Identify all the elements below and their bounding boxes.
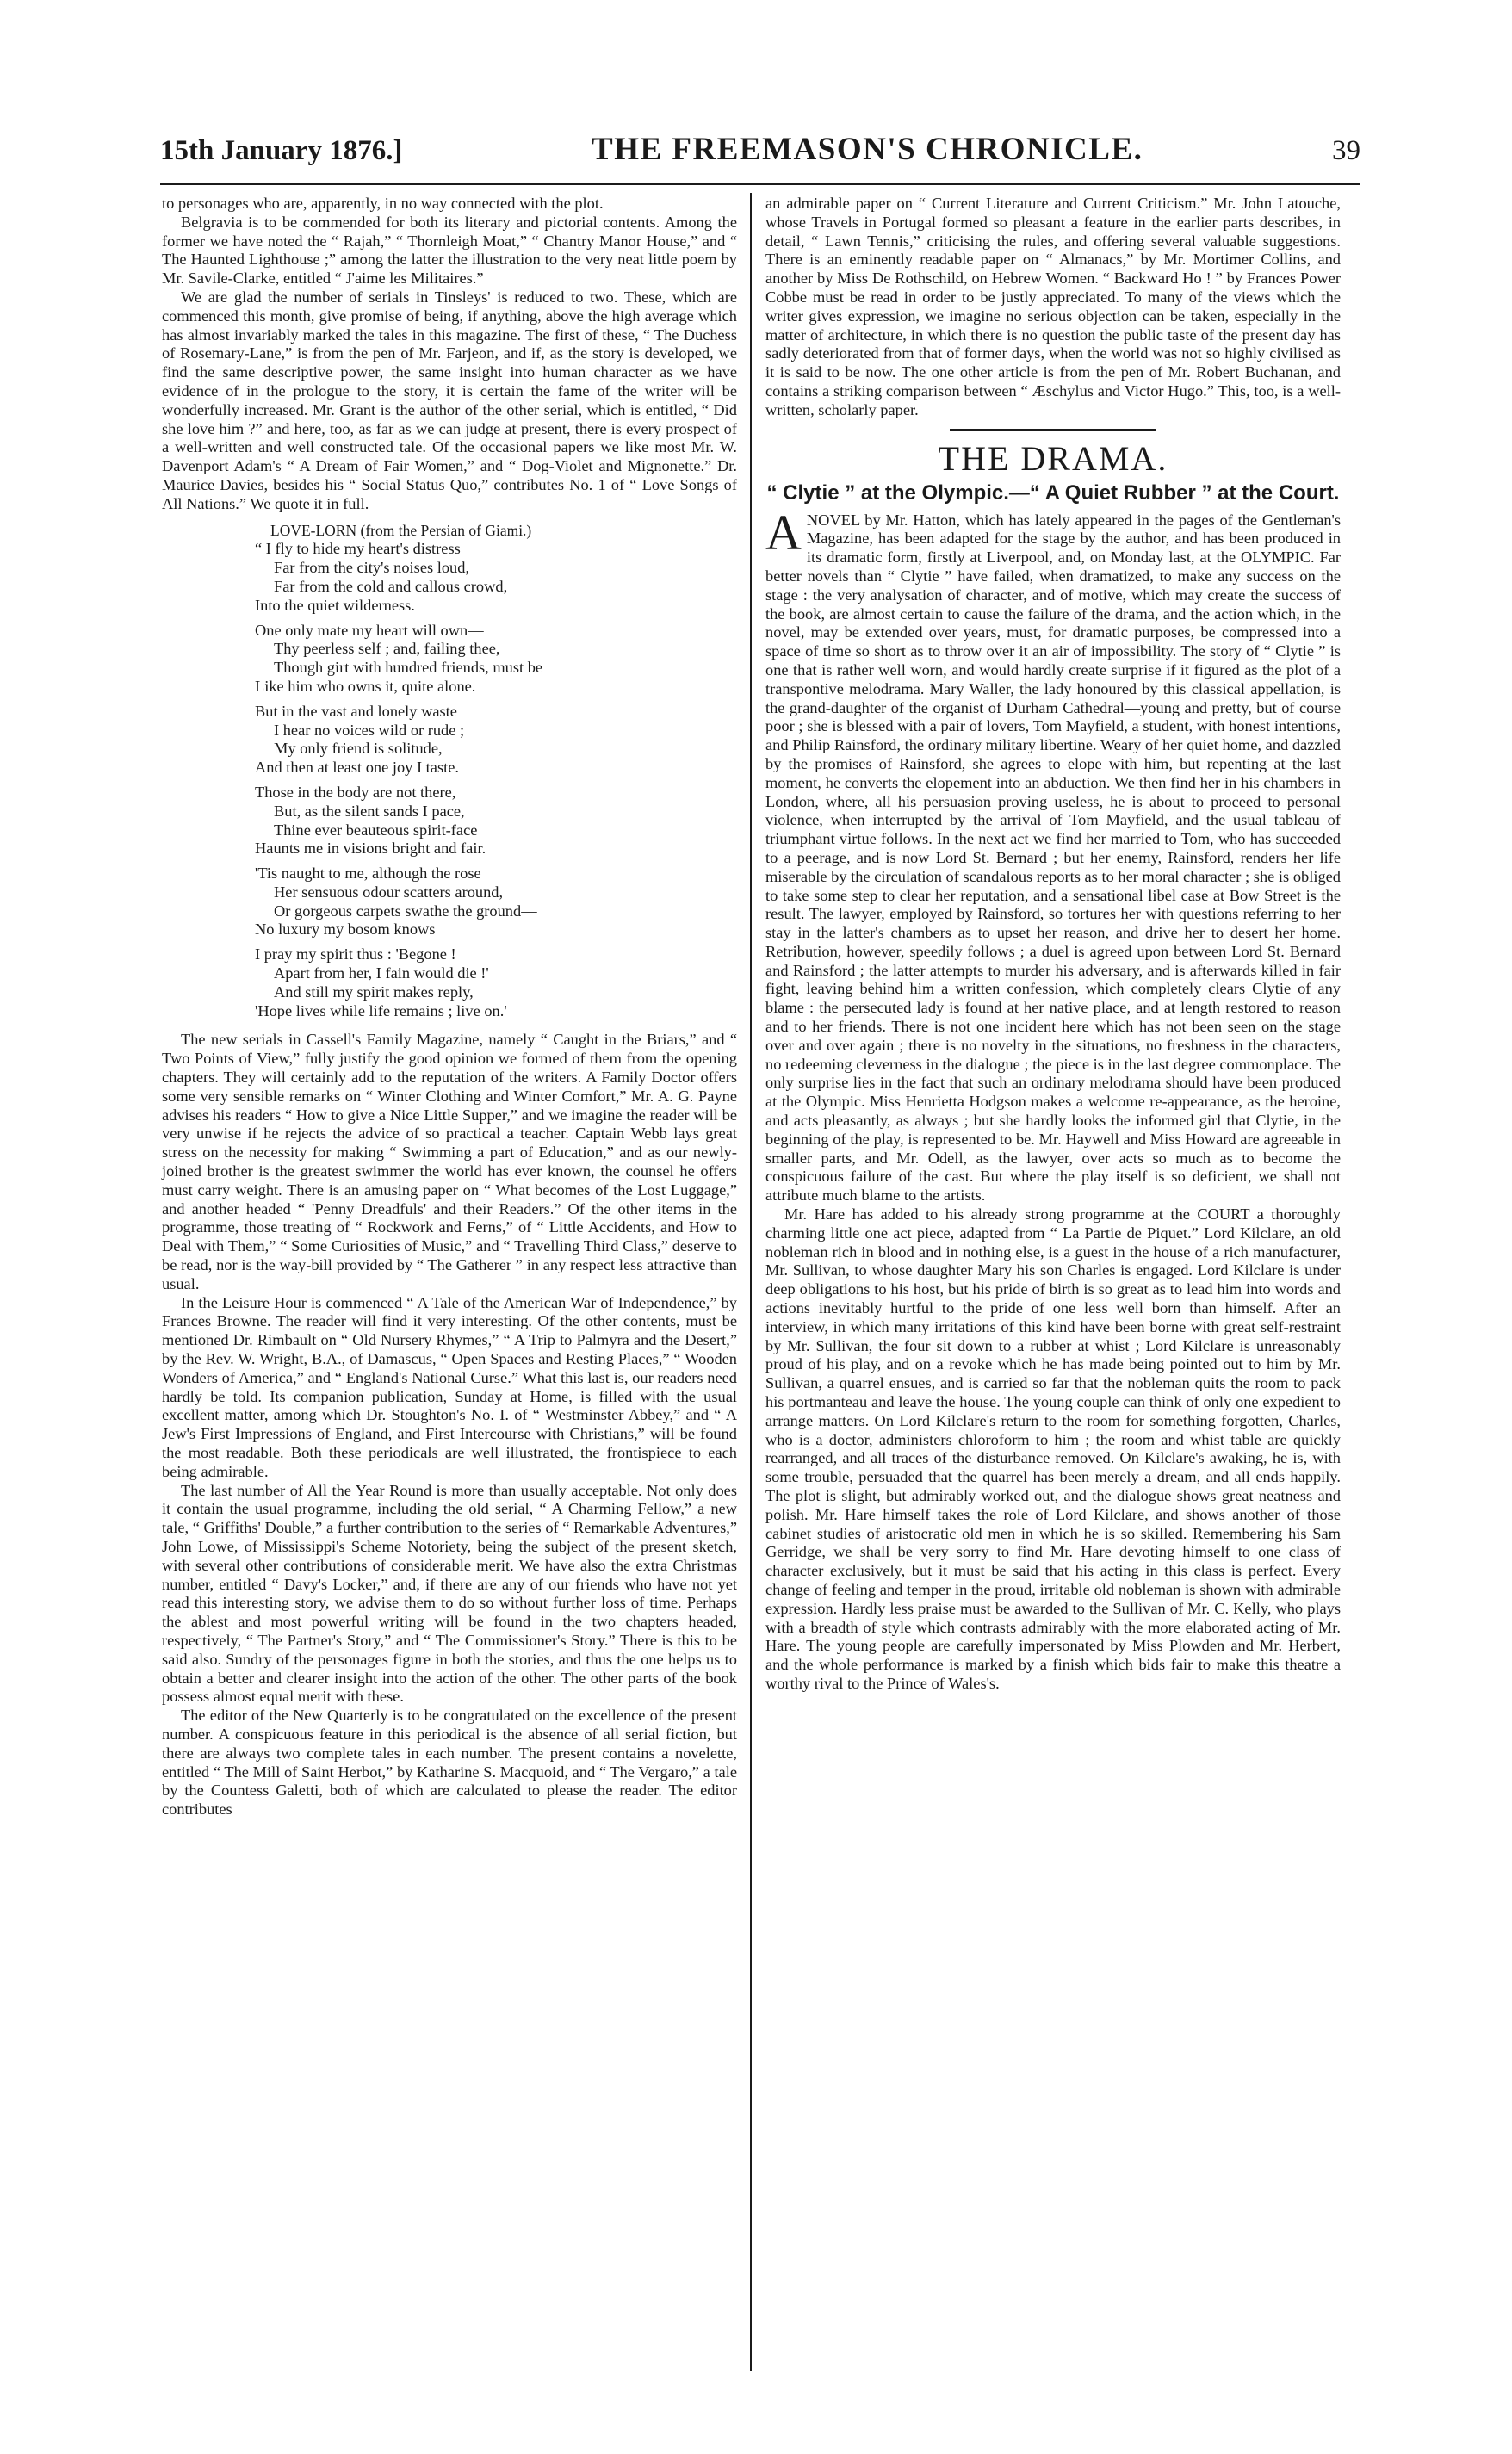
paragraph-cassells: The new serials in Cassell's Family Magazine, namely “ Caught in the Briars,” and “ Two Points of View,” fully justify the good opinion we formed of them from the opening chapters. They will certainly add to the reputation of the writers. A Family Doctor offers some very sensible remarks on “ Winter Clothing and Winter Comfort,” Mr. A. G. Payne advises his readers “ How to give a Nice Little Supper,” and we imagine the reader will be very unwise if he rejects the advice of so practical a teacher. Captain Webb lays great stress on the necessity for making “ Swimming a part of Education,” and as our newly-joined brother is the greatest swimmer the world has ever known, the counsel he offers must carry weight. There is an amusing paper on “ What becomes of the Lost Luggage,” and another headed “ 'Penny Dreadfuls' and their Readers.” Of the other items in the programme, those treating of “ Rockwork and Ferns,” of “ Little Accidents, and How to Deal with Them,” “ Some Curiosities of Music,” and “ Travelling Third Class,” deserve to be read, nor is the way-bill provided by “ The Gatherer ” in any respect less attractive than usual. (162, 1031, 737, 1292)
paragraph-clytie-text: NOVEL by Mr. Hatton, which has lately appeared in the pages of the Gentleman's Magazine, has been adapted for the stage by the author, and has been produced in its dramatic form, firstly at Liverpool, and, on Monday last, at the OLYMPIC. Far better novels than “ Clytie ” have failed, when dramatized, to make any success on the stage : the very analysation of character, and of motive, which may create the success of the book, are almost certain to cause the failure of the drama, and the action which, in the novel, may be extended over years, must, for dramatic purposes, be compressed into a space of time so short as to throw over it an air of impossibility. The story of “ Clytie ” is one that is rather well worn, and would hardly create surprise if it figured as the plot of a transpontive melodrama. Mary Waller, the lady honoured by this classical appellation, is the grand-daughter of the organist of Durham Cathedral—young and pretty, but of course poor ; she is blessed with a pair of lovers, Tom Mayfield, a student, with honest intentions, and Philip Rainsford, the ordinary military libertine. Weary of her quiet home, and dazzled by the promises of Rainsford, she agrees to elope with him, but repenting at the last moment, he converts the elopement into an abduction. We then find her in his chambers in London, where, all his persuasion proving useless, he is about to proceed to personal violence, when interrupted by the arrival of Tom Mayfield, and the usual tableau of triumphant virtue follows. In the next act we find her married to Tom, who has succeeded to a peerage, and is now Lord St. Bernard ; but her enemy, Rainsford, renders her life miserable by the circulation of scandalous reports as to her moral character ; she is obliged to take some step to clear her reputation, and a sensational libel case at Bow Street is the result. The lawyer, employed by Rainsford, so tortures her with questions referring to her stay in the latter's chambers as to upset her reason, and drive her to desert her home. Retribution, however, speedily follows ; a duel is agreed upon between Lord St. Bernard and Rainsford ; the latter attempts to murder his adversary, and is afterwards killed in fair fight, leaving behind him a written confession, which completely clears Clytie of any blame : the persecuted lady is found at her native place, and at length restored to reason and to her friends. There is not one incident here which has not been seen on the stage over and over again ; there is no novelty in the situations, no freshness in the characters, no redeeming cleverness in the dialogue ; the piece is in the last degree commonplace. The only surprise lies in the fact that such an ordinary melodrama should have been produced at the Olympic. Miss Henrietta Hodgson makes a welcome re-appearance, as the heroine, and acts pleasantly, as always ; but she hardly looks the informed girl that Clytie, in the beginning of the play, is represented to be. Mr. Haywell and Miss Howard are agreeable in smaller parts, and Mr. Odell, as the lawyer, over acts so much as to become the conspicuous failure of the cast. But where the play itself is so deficient, we shall not attribute much blame to the artists. (765, 511, 1341, 1205)
poem-line: Thy peerless self ; and, failing thee, (274, 640, 500, 658)
poem-line: Far from the city's noises loud, (274, 559, 470, 577)
poem-line: Her sensuous odour scatters around, (274, 883, 504, 901)
poem-line: Those in the body are not there, (255, 783, 456, 801)
paragraph-clytie (765, 504, 1341, 1205)
page-header (160, 131, 1360, 179)
poem-line: And then at least one joy I taste. (255, 759, 459, 777)
poem-line: But in the vast and lonely waste (255, 702, 457, 720)
poem-line: I hear no voices wild or rude ; (274, 721, 465, 739)
poem-line: Though girt with hundred friends, must be (274, 659, 543, 677)
left-column (162, 195, 737, 1819)
poem-line: 'Tis naught to me, although the rose (255, 864, 481, 883)
poem-line: But, as the silent sands I pace, (274, 802, 465, 820)
drop-cap: A (765, 504, 802, 561)
paragraph-leisure-hour: In the Leisure Hour is commenced “ A Tale of the American War of Independence,” by Frances Browne. The reader will find it very interesting. Of the other contents, must be mentioned Dr. Rimbault on “ Old Nursery Rhymes,” “ A Trip to Palmyra and the Desert,” by the Rev. W. Wright, B.A., of Damascus, “ Open Spaces and Resting Places,” “ Wooden Wonders of America,” and “ England's National Curse.” What this last is, our readers need hardly be told. Its companion publication, Sunday at Home, is filled with the usual excellent matter, among which Dr. Stoughton's No. I. of “ Westminster Abbey,” and “ A Jew's First Impressions of England, and First Intercourse with Christians,” will be found the most readable. Both these periodicals are well illustrated, the frontispiece to each being admirable. (162, 1293, 737, 1480)
poem-line: One only mate my heart will own— (255, 621, 484, 639)
poem-line: Haunts me in visions bright and fair. (255, 840, 486, 858)
poem-title: LOVE-LORN (from the Persian of Giami.) (270, 521, 532, 539)
paragraph-plot: to personages who are, apparently, in no way connected with the plot. (162, 195, 604, 212)
poem-line: 'Hope lives while life remains ; live on.' (255, 1001, 507, 1019)
right-column (765, 195, 1341, 1694)
header-rule (160, 183, 1360, 185)
poem-line: Far from the cold and callous crowd, (274, 577, 508, 595)
section-subheading: “ Clytie ” at the Olympic.—“ A Quiet Rubber ” at the Court. (766, 480, 1340, 505)
poem-line: Apart from her, I fain would die !' (274, 964, 489, 982)
paragraph-current-literature: an admirable paper on “ Current Literature and Current Criticism.” Mr. John Latouche, whose Travels in Portugal formed so pleasant a feature in the earlier parts describes, in detail, “ Lawn Tennis,” criticising the rules, and offering several valuable suggestions. There is an eminently readable paper on “ Almanacs,” by Mr. Mortimer Collins, and another by Miss De Rothschild, on Hebrew Women. “ Backward Ho ! ” by Frances Power Cobbe must be read in order to be justly appreciated. To many of the views which the writer gives expression, we imagine no serious objection can be taken, especially in the matter of architecture, in which there is no question the public taste of the present day has sadly deteriorated from that of former days, when the world was not so highly civilised as it is said to be now. The one other article is from the pen of Mr. Robert Buchanan, and contains a striking comparison between “ Æschylus and Victor Hugo.” This, too, is a well-written, scholarly paper. (765, 195, 1341, 418)
poem-line: “ I fly to hide my heart's distress (255, 540, 461, 558)
poem-line: Like him who owns it, quite alone. (255, 677, 476, 695)
poem-line: No luxury my bosom knows (255, 920, 436, 939)
column-divider (750, 193, 752, 2371)
poem-line: And still my spirit makes reply, (274, 982, 474, 1001)
section-rule (950, 429, 1156, 431)
paragraph-new-quarterly: The editor of the New Quarterly is to be congratulated on the excellence of the present number. A conspicuous feature in this periodical is the absence of all serial fiction, but there are always two complete tales in each number. The present contains a novelette, entitled “ The Mill of Saint Herbot,” by Katharine S. Macquoid, and “ The Vergaro,” a tale by the Countess Galetti, both of which are calculated to please the reader. The editor contributes (162, 1707, 737, 1819)
section-heading-drama: THE DRAMA. (938, 438, 1168, 478)
poem-line: Or gorgeous carpets swathe the ground— (274, 902, 537, 920)
poem-line: I pray my spirit thus : 'Begone ! (255, 945, 456, 964)
poem-line: Into the quiet wilderness. (255, 596, 415, 614)
paragraph-belgravia: Belgravia is to be commended for both its literary and pictorial contents. Among the former we have noted the “ Rajah,” “ Thornleigh Moat,” “ Chantry Manor House,” and “ The Haunted Lighthouse ;” among the latter the illustration to the very neat little poem by Mr. Savile-Clarke, entitled “ J'aime les Militaires.” (162, 213, 737, 288)
poem-line: My only friend is solitude, (274, 740, 443, 758)
issue-date: 15th January 1876.] (160, 135, 403, 166)
page-number: 39 (1332, 135, 1360, 166)
poem-love-lorn (162, 522, 737, 1021)
poem-line: Thine ever beauteous spirit-face (274, 821, 478, 839)
paragraph-quiet-rubber: Mr. Hare has added to his already strong programme at the COURT a thoroughly charming little one act piece, adapted from “ La Partie de Piquet.” Lord Kilclare, an old nobleman rich in blood and in nothing else, is a guest in the house of a rich manufacturer, Mr. Sullivan, to whose daughter Mary his son Charles is engaged. Lord Kilclare is under deep obligations to his host, but his pride of birth is so great as to lead him into words and actions inevitably hurtful to the pride of one less well born than himself. After an interview, in which many irritations of this kind have been borne with great self-restraint by Mr. Sullivan, the four sit down to a rubber at whist ; Lord Kilclare is unreasonably proud of his play, and on a revoke which he has made being pointed out to him by Mr. Sullivan, a quarrel ensues, and is carried so far that the nobleman quits the room to pack his portmanteau and leave the house. The young couple can think of only one expedient to arrange matters. On Lord Kilclare's return to the room for something forgotten, Charles, who is a doctor, administers chloroform to him ; the room and whist table are quickly rearranged, and all traces of the disturbance removed. On Kilclare's awaking, he is, with some trouble, persuaded that the quarrel has been merely a dream, and all ends happily. The plot is slight, but admirably worked out, and the dialogue shows great neatness and polish. Mr. Hare himself takes the role of Lord Kilclare, and shows another of those cabinet studies of aristocratic old men in which he is so skilled. Remembering his Sam Gerridge, we shall be very sorry to find Mr. Hare devoting himself to one class of character exclusively, but it must be said that his acting in this class is perfect. Every change of feeling and temper in the proud, irritable old nobleman is shown with admirable expression. Hardly less praise must be awarded to the Sullivan of Mr. C. Kelly, who plays with a breadth of style which contrasts admirably with the more elaborated acting of Mr. Hare. The young people are carefully impersonated by Miss Plowden and Mr. Herbert, and the whole performance is marked by a finish which bids fair to make this theatre a worthy rival to the Prince of Wales's. (765, 1205, 1341, 1692)
paragraph-all-the-year-round: The last number of All the Year Round is more than usually acceptable. Not only does it contain the usual programme, including the old serial, “ A Charming Fellow,” a new tale, “ Griffiths' Double,” a further contribution to the series of “ Remarkable Adventures,” John Lowe, of Mississippi's Scheme Notoriety, being the subject of the present sketch, with several other contributions of considerable merit. We have also the extra Christmas number, entitled “ Davy's Locker,” and, if there are any of our friends who have not yet read this interesting story, we advise them to do so without further loss of time. Perhaps the ablest and most powerful writing will be found in the two chapters headed, respectively, “ The Partner's Story,” and “ The Commissioner's Story.” There is this to be said also. Sundry of the personages figure in both the stories, and thus the one helps us to obtain a better and clearer insight into the action of the other. The other parts of the book possess almost equal merit with these. (162, 1481, 737, 1706)
masthead-title: THE FREEMASON'S CHRONICLE. (592, 132, 1143, 167)
paragraph-tinsleys: We are glad the number of serials in Tinsleys' is reduced to two. These, which are commenced this month, give promise of being, if anything, above the high average which has almost invariably marked the tales in this magazine. The first of these, “ The Duchess of Rosemary-Lane,” is from the pen of Mr. Farjeon, and if, as the story is developed, we find the same descriptive power, the same insight into human character as we have evidence of in the prologue to the story, it is certain the fame of the writer will be wonderfully increased. Mr. Grant is the author of the other serial, which is entitled, “ Did she love him ?” and here, too, as far as we can judge at present, there is every prospect of a well-written and well constructed tale. Of the occasional papers we like most Mr. W. Davenport Adam's “ A Dream of Fair Women,” and “ Dog-Violet and Mignonette.” Dr. Maurice Davies, besides his “ Social Status Quo,” contributes No. 1 of “ Love Songs of All Nations.” We quote it in full. (162, 288, 737, 512)
